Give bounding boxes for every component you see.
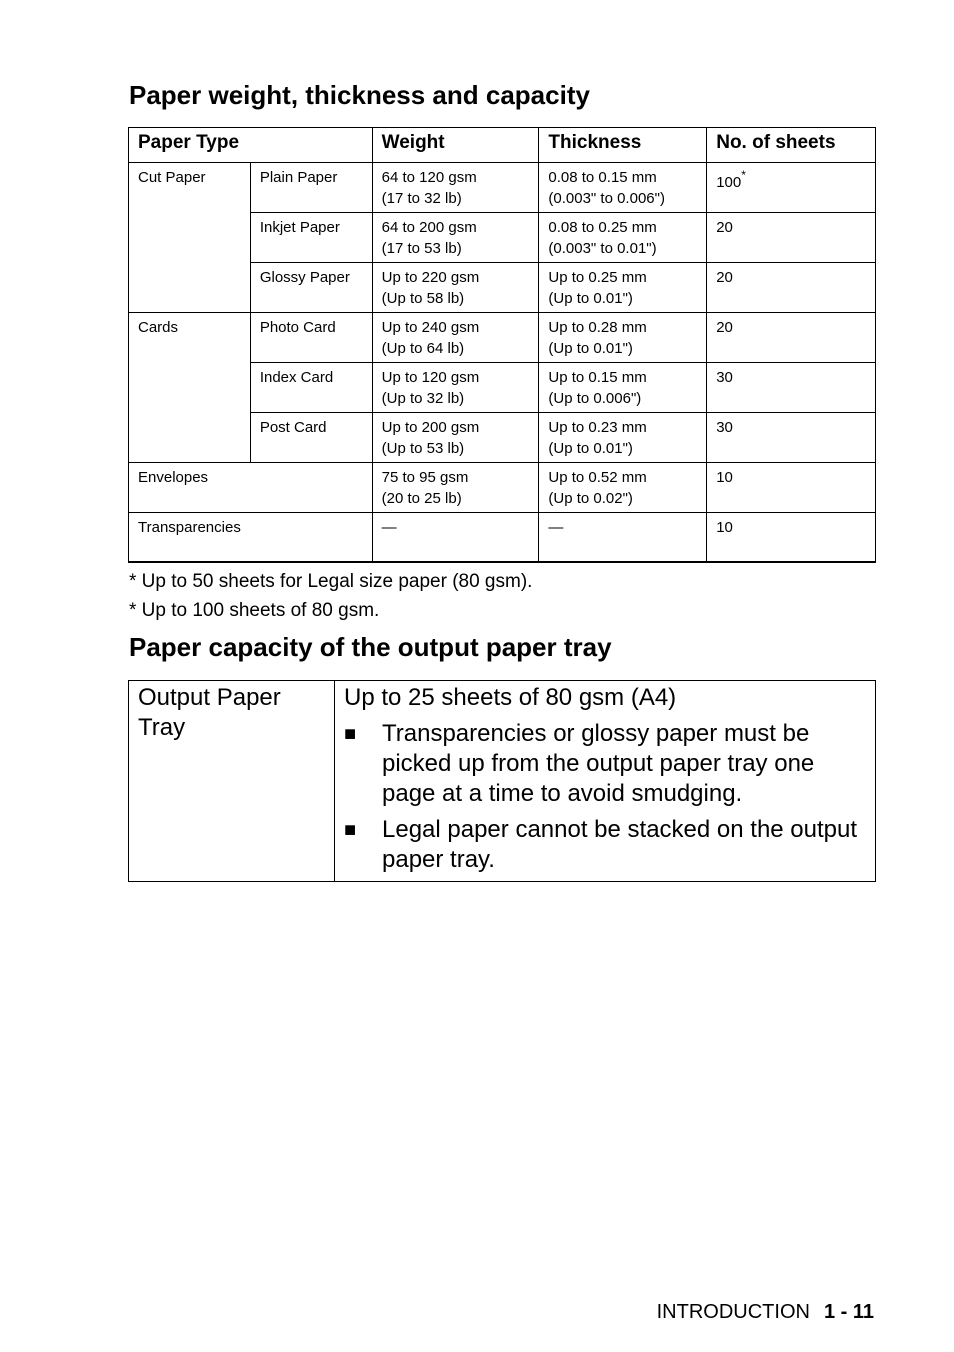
footnote-mark: * — [741, 168, 746, 182]
cell-sheets: 10 — [707, 463, 876, 513]
tray-details — [335, 681, 876, 882]
cell-thickness: — — [539, 513, 707, 563]
footnote-80gsm: * Up to 100 sheets of 80 gsm. — [129, 600, 380, 621]
section-title-output-tray: Paper capacity of the output paper tray — [129, 632, 612, 662]
cell-weight: 64 to 120 gsm (17 to 32 lb) — [372, 163, 539, 213]
header-sheets: No. of sheets — [707, 128, 876, 163]
list-item — [344, 815, 866, 875]
cell-sheets: 30 — [707, 413, 876, 463]
group-envelopes: Envelopes — [129, 463, 373, 513]
section-title-paper-weight: Paper weight, thickness and capacity — [129, 80, 590, 110]
group-cards: Cards — [129, 313, 251, 463]
table-header-row — [129, 128, 876, 163]
cell-weight: Up to 240 gsm (Up to 64 lb) — [372, 313, 539, 363]
bullet-text: Legal paper cannot be stacked on the output paper tray. — [382, 816, 858, 873]
cell-thickness: Up to 0.52 mm (Up to 0.02") — [539, 463, 707, 513]
cell-weight: Up to 200 gsm (Up to 53 lb) — [372, 413, 539, 463]
cell-sheets: 30 — [707, 363, 876, 413]
page-footer — [657, 1301, 874, 1324]
cell-weight: 75 to 95 gsm (20 to 25 lb) — [372, 463, 539, 513]
cell-thickness: Up to 0.28 mm (Up to 0.01") — [539, 313, 707, 363]
cell-sheets: 100* — [707, 163, 876, 213]
bullet-text: Transparencies or glossy paper must be picked up from the output paper tray one page at a time to avoid smudging. — [382, 720, 815, 807]
footnote-legal: * Up to 50 sheets for Legal size paper (80 gsm). — [129, 571, 533, 592]
cell-weight: 64 to 200 gsm (17 to 53 lb) — [372, 213, 539, 263]
list-item — [344, 719, 866, 809]
header-thickness: Thickness — [539, 128, 707, 163]
output-tray-table — [128, 680, 876, 882]
table-row — [129, 163, 876, 213]
group-transparencies: Transparencies — [129, 513, 373, 563]
cell-subtype: Index Card — [250, 363, 372, 413]
cell-sheets: 20 — [707, 213, 876, 263]
cell-thickness: 0.08 to 0.25 mm (0.003" to 0.01") — [539, 213, 707, 263]
cell-thickness: Up to 0.15 mm (Up to 0.006") — [539, 363, 707, 413]
square-bullet-icon: ■ — [344, 723, 357, 745]
cell-thickness: 0.08 to 0.15 mm (0.003" to 0.006") — [539, 163, 707, 213]
paper-spec-table — [128, 127, 876, 563]
table-row — [129, 513, 876, 563]
cell-subtype: Plain Paper — [250, 163, 372, 213]
cell-subtype: Glossy Paper — [250, 263, 372, 313]
cell-subtype: Photo Card — [250, 313, 372, 363]
cell-subtype: Inkjet Paper — [250, 213, 372, 263]
header-weight: Weight — [372, 128, 539, 163]
cell-weight: Up to 120 gsm (Up to 32 lb) — [372, 363, 539, 413]
page-number: 1 - 11 — [823, 1301, 874, 1323]
tray-label: Output Paper Tray — [129, 681, 335, 882]
tray-capacity: Up to 25 sheets of 80 gsm (A4) — [344, 684, 677, 711]
cell-sheets: 20 — [707, 313, 876, 363]
cell-sheets: 10 — [707, 513, 876, 563]
table-row — [129, 463, 876, 513]
table-row — [129, 313, 876, 363]
square-bullet-icon: ■ — [344, 819, 357, 841]
cell-weight: Up to 220 gsm (Up to 58 lb) — [372, 263, 539, 313]
footer-section: INTRODUCTION — [656, 1301, 810, 1323]
table-row — [129, 681, 876, 882]
cell-subtype: Post Card — [250, 413, 372, 463]
cell-thickness: Up to 0.25 mm (Up to 0.01") — [539, 263, 707, 313]
group-cut-paper: Cut Paper — [129, 163, 251, 313]
cell-thickness: Up to 0.23 mm (Up to 0.01") — [539, 413, 707, 463]
header-paper-type: Paper Type — [129, 128, 373, 163]
cell-weight: — — [372, 513, 539, 563]
cell-sheets: 20 — [707, 263, 876, 313]
